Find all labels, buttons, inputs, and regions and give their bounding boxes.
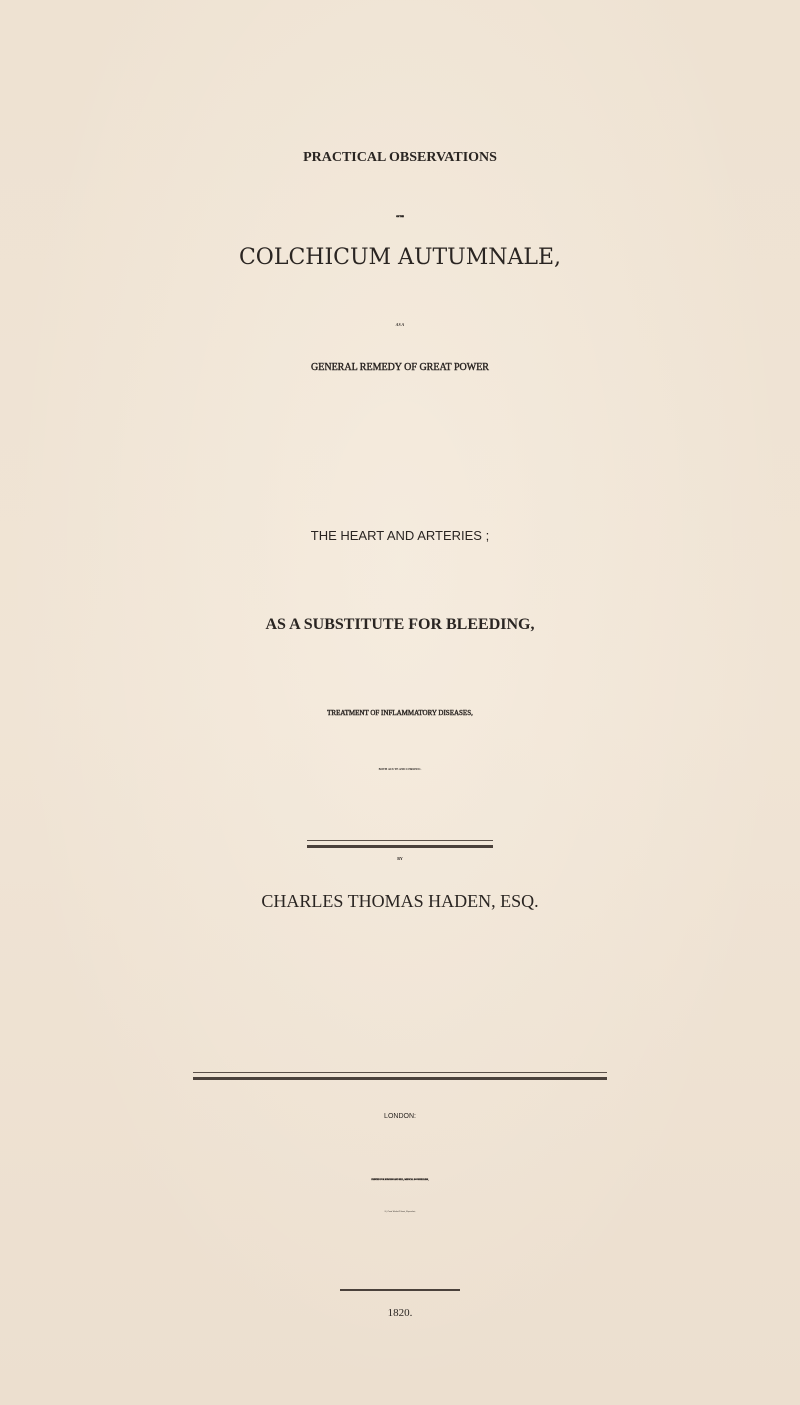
divider-rule — [307, 845, 493, 848]
substitute-heading: AS A SUBSTITUTE FOR BLEEDING, — [265, 616, 535, 633]
publication-year: 1820. — [387, 1307, 413, 1319]
divider-rule — [193, 1072, 607, 1073]
imprint-printer: PRINTED FOR BURGESS AND HILL, MEDICAL BOOKSELLERS, — [371, 1179, 429, 1181]
divider-rule — [307, 840, 493, 841]
author-name: CHARLES THOMAS HADEN, ESQ. — [261, 891, 539, 911]
imprint-address: 55, Great Windmill Street, Haymarket; — [384, 1211, 416, 1213]
treatment-heading: TREATMENT OF INFLAMMATORY DISEASES, — [327, 709, 473, 717]
divider-rule — [340, 1289, 460, 1291]
both-line: BOTH ACUTE AND CHRONIC. — [378, 767, 422, 771]
subject-heading: COLCHICUM AUTUMNALE, — [238, 245, 562, 270]
imprint-city: LONDON: — [384, 1113, 416, 1120]
heart-heading: THE HEART AND ARTERIES ; — [310, 528, 490, 543]
title-connector-as-a: AS A — [395, 322, 405, 327]
by-label: BY — [397, 856, 403, 861]
book-title: PRACTICAL OBSERVATIONS — [303, 150, 497, 165]
divider-rule — [193, 1077, 607, 1080]
remedy-heading: GENERAL REMEDY OF GREAT POWER — [311, 362, 489, 373]
title-connector-on-the: ON THE — [396, 216, 404, 218]
